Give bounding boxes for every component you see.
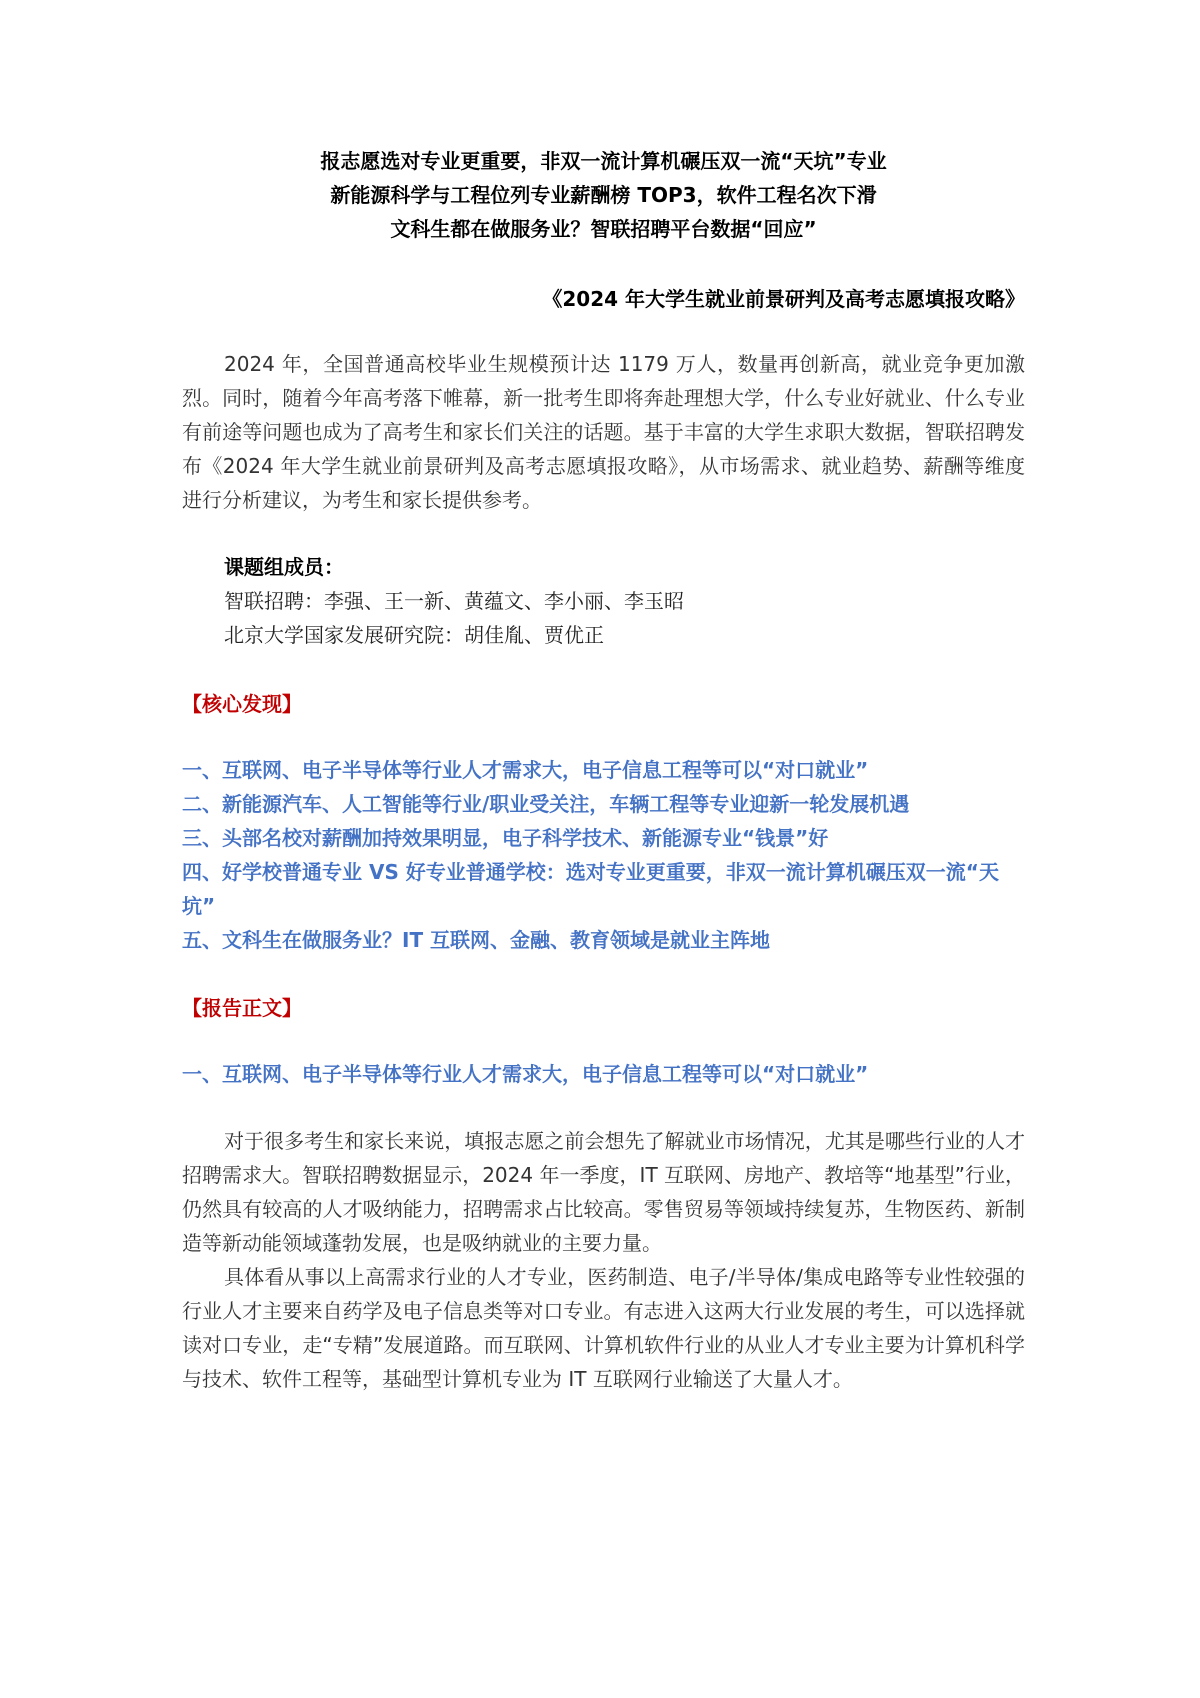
team-label: 课题组成员： — [224, 555, 344, 579]
title-line: 文科生都在做服务业？智联招聘平台数据“回应” — [390, 217, 817, 241]
finding-item: 一、互联网、电子半导体等行业人才需求大，电子信息工程等可以“对口就业” — [182, 758, 869, 782]
findings-heading: 【核心发现】 — [182, 692, 302, 716]
findings-list — [182, 753, 1025, 957]
finding-item: 五、文科生在做服务业？IT 互联网、金融、教育领域是就业主阵地 — [182, 928, 771, 952]
section-title: 一、互联网、电子半导体等行业人才需求大，电子信息工程等可以“对口就业” — [182, 1062, 869, 1086]
title-line: 新能源科学与工程位列专业薪酬榜 TOP3，软件工程名次下滑 — [330, 183, 877, 207]
document-title — [182, 144, 1025, 246]
team-member-line: 智联招聘：李强、王一新、黄蕴文、李小丽、李玉昭 — [224, 589, 684, 613]
team-section — [182, 550, 1067, 652]
finding-item: 三、头部名校对薪酬加持效果明显，电子科学技术、新能源专业“钱景”好 — [182, 826, 829, 850]
body-paragraph: 具体看从事以上高需求行业的人才专业，医药制造、电子/半导体/集成电路等专业性较强的行业人才主要来自药学及电子信息类等对口专业。有志进入这两大行业发展的考生，可以选择就读对口专业，走“专精”发展道路。而互联网、计算机软件行业的从业人才专业主要为计算机科学与技术、软件工程等，基础型计算机专业为 IT 互联网行业输送了大量人才。 — [182, 1265, 1025, 1391]
finding-item: 四、好学校普通专业 VS 好专业普通学校：选对专业更重要，非双一流计算机碾压双一流“天坑” — [182, 860, 999, 918]
intro-paragraph: 2024 年，全国普通高校毕业生规模预计达 1179 万人，数量再创新高，就业竞争更加激烈。同时，随着今年高考落下帷幕，新一批考生即将奔赴理想大学，什么专业好就业、什么专业有前途等问题也成为了高考生和家长们关注的话题。基于丰富的大学生求职大数据，智联招聘发布《2024 年大学生就业前景研判及高考志愿填报攻略》，从市场需求、就业趋势、薪酬等维度进行分析建议，为考生和家长提供参考。 — [182, 352, 1025, 512]
body-heading: 【报告正文】 — [182, 996, 302, 1020]
section-body — [182, 1124, 1025, 1396]
finding-item: 二、新能源汽车、人工智能等行业/职业受关注，车辆工程等专业迎新一轮发展机遇 — [182, 792, 910, 816]
body-paragraph: 对于很多考生和家长来说，填报志愿之前会想先了解就业市场情况，尤其是哪些行业的人才招聘需求大。智联招聘数据显示，2024 年一季度，IT 互联网、房地产、教培等“地基型”行业，仍然具有较高的人才吸纳能力，招聘需求占比较高。零售贸易等领域持续复苏，生物医药、新制造等新动能领域蓬勃发展，也是吸纳就业的主要力量。 — [182, 1129, 1025, 1255]
team-member-line: 北京大学国家发展研究院：胡佳胤、贾优正 — [224, 623, 604, 647]
title-line: 报志愿选对专业更重要，非双一流计算机碾压双一流“天坑”专业 — [320, 149, 887, 173]
report-subtitle: 《2024 年大学生就业前景研判及高考志愿填报攻略》 — [542, 287, 1025, 311]
